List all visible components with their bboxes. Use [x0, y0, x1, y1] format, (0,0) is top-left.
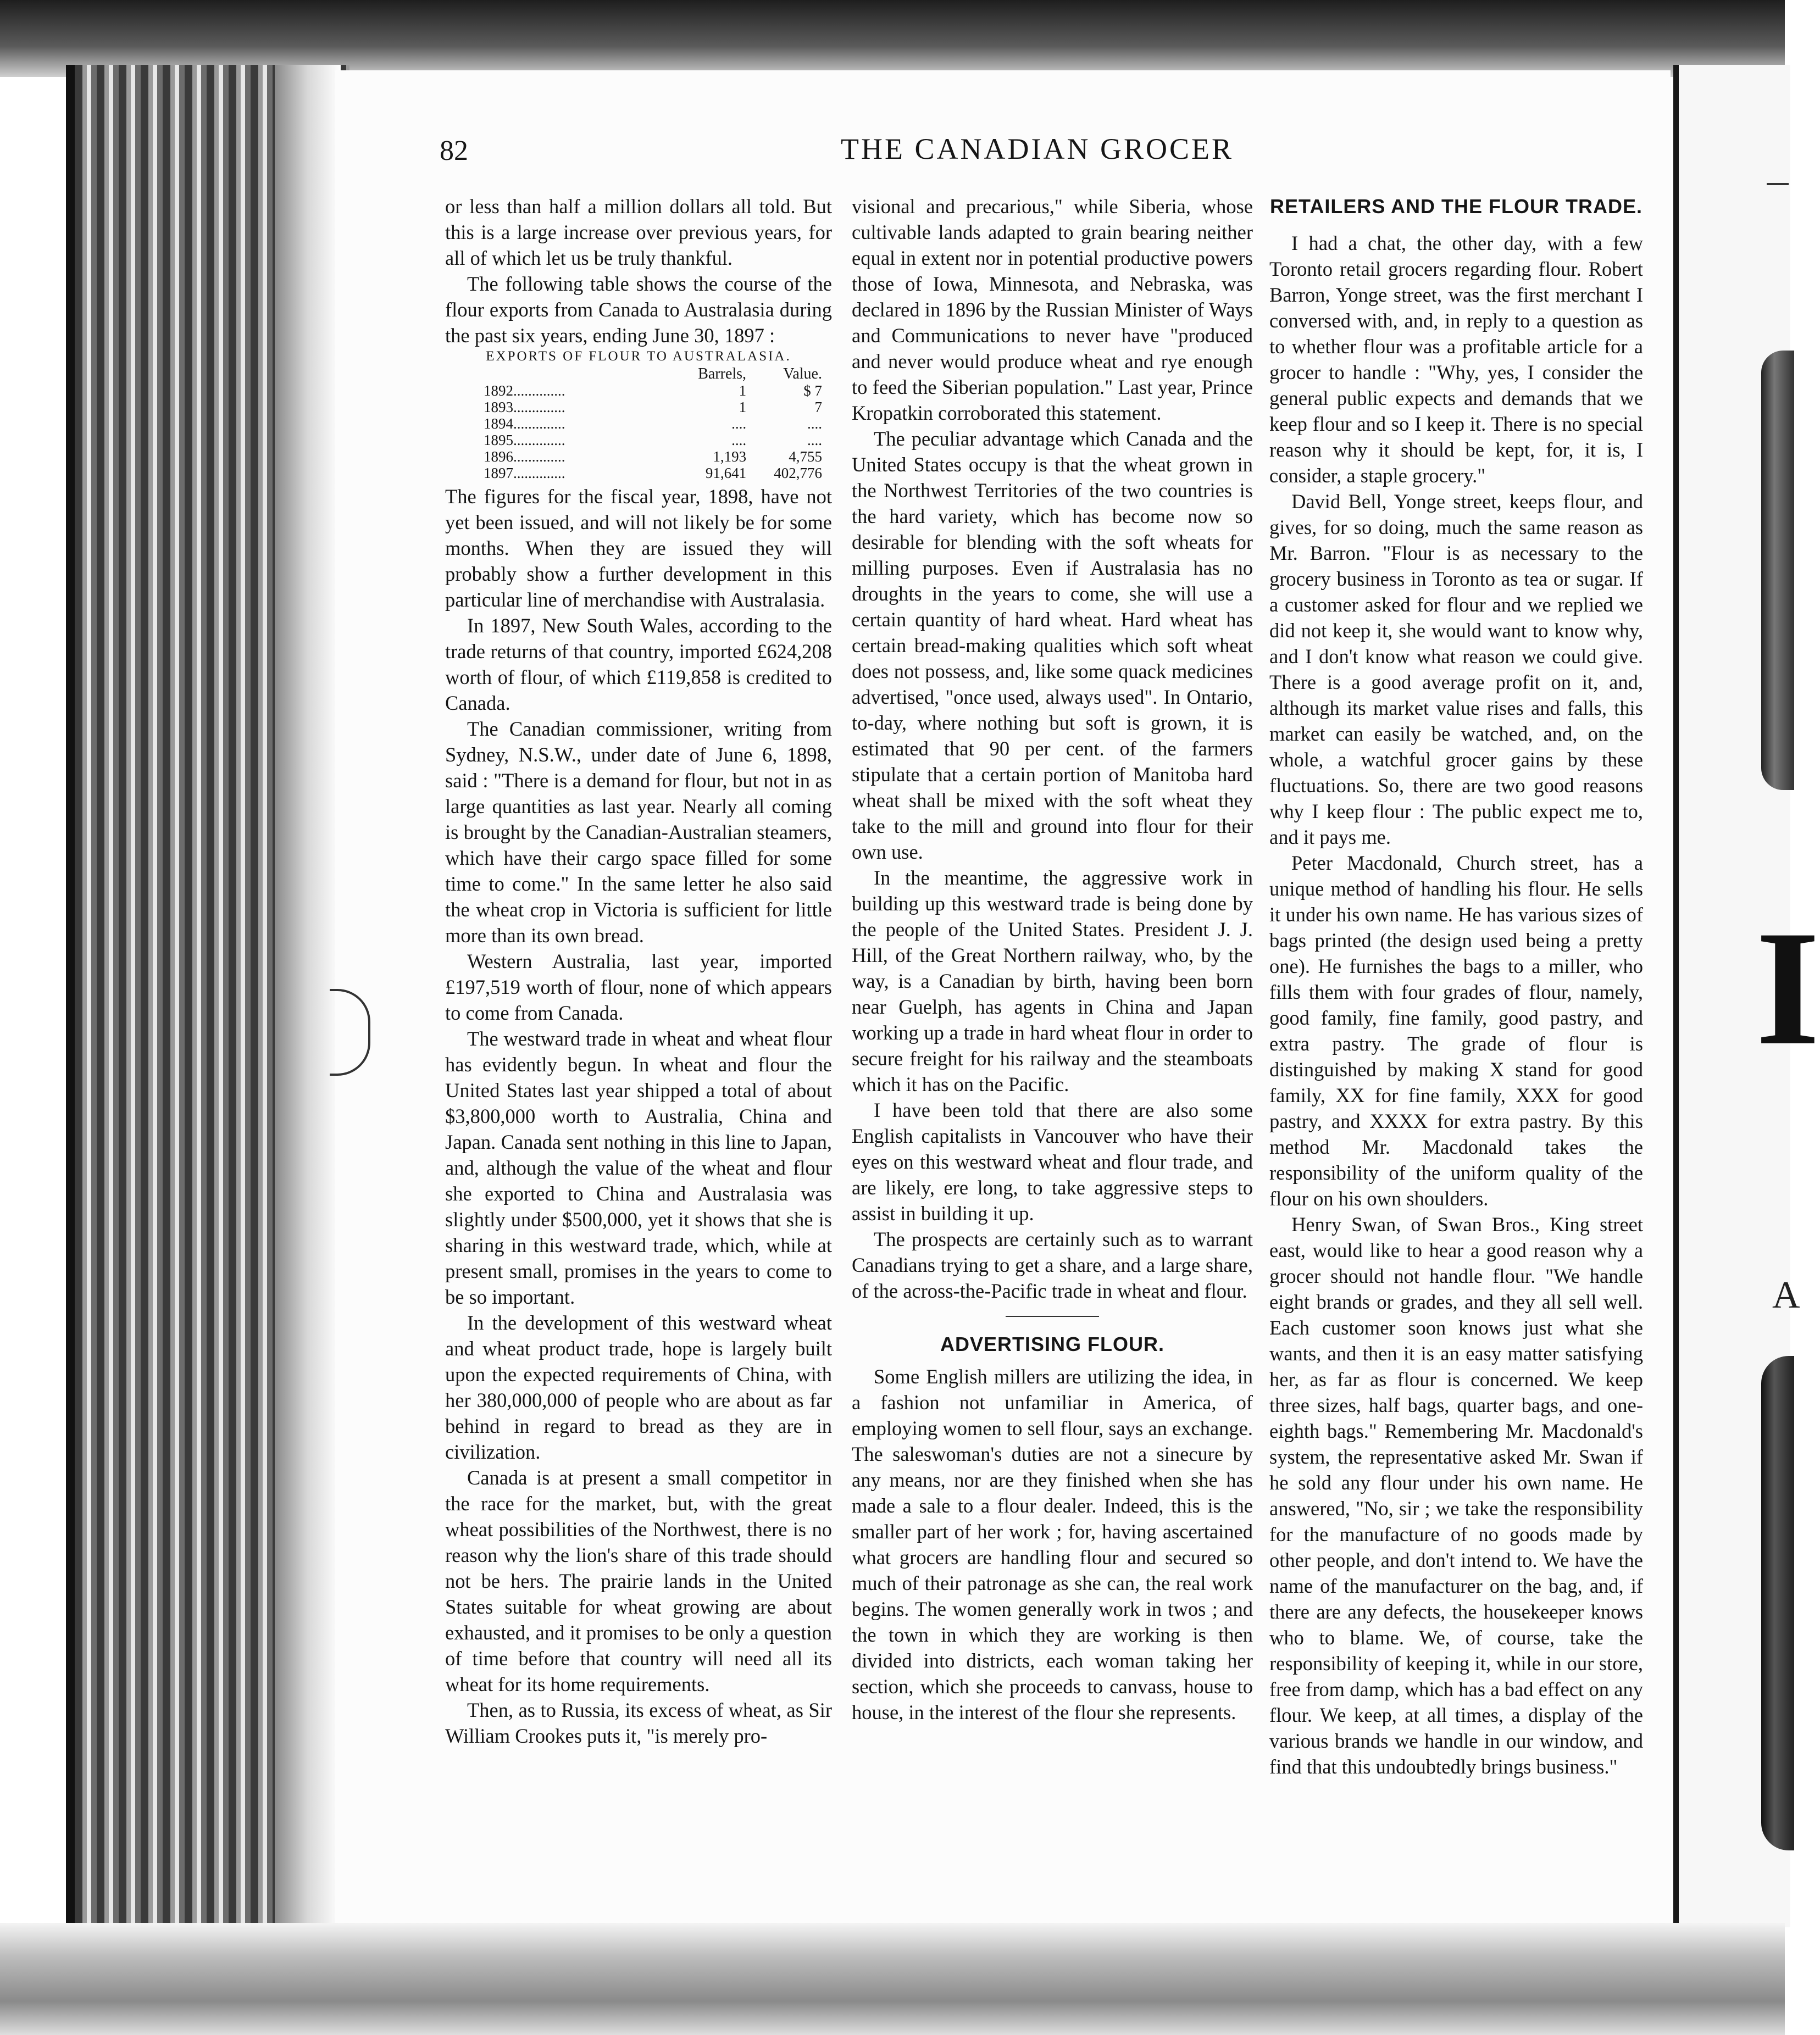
table-cell: 1,193 — [713, 448, 747, 465]
table-cell: .... — [807, 432, 822, 448]
table-row — [445, 432, 832, 448]
paragraph: In the development of this westward wheat and wheat product trade, hope is largely built upon the expected requirements of China, with her 380,000,000 of people who are about as far behind in regard to bread as they are in civilization. — [445, 1311, 832, 1463]
section-divider — [1006, 1316, 1099, 1317]
paragraph: In 1897, New South Wales, according to the trade returns of that country, imported £624,208 worth of flour, of which £119,858 is credited to Canada. — [445, 614, 832, 714]
paragraph: Canada is at present a small competitor in the race for the market, but, with the great wheat possibilities of the Northwest, there is no reason why the lion's share of this trade should not be hers. The prairie lands in the United States suitable for wheat growing are about exhausted, and it promises to be only a question of time before that country will need all its wheat for its home requirements. — [445, 1466, 832, 1695]
paragraph: David Bell, Yonge street, keeps flour, and gives, for so doing, much the same reason as Mr. Barron. "Flour is as necessary to the grocery business in Toronto as tea or sugar. If a customer asked for flour and we replied we did not keep it, she would want to know why, and I don't know what reason we could give. There is a good average profit on it, and, although its market value rises and falls, this market can easily be watched, and, on the whole, a watchful grocer gains by these fluctuations. So, there are two good reasons why I keep flour : The public expect me to, and it pays me. — [1269, 490, 1643, 848]
paragraph: The peculiar advantage which Canada and the United States occupy is that the wheat grown in the Northwest Territories of the two countries is the hard variety, which has become now so desirable for blending with the soft wheats for milling purposes. Even if Australasia has no droughts in the years to come, she will use a certain quantity of hard wheat. Hard wheat has certain bread-making qualities which soft wheat does not possess, and, like some quack medicines advertised, "once used, always used". In Ontario, to-day, where nothing but soft is grown, it is estimated that 90 per cent. of the farmers stipulate that a certain portion of Manitoba hard wheat shall be mixed with the soft wheat they take to the mill and ground into flour for their own use. — [852, 427, 1253, 863]
paragraph: visional and precarious," while Siberia, whose cultivable lands adapted to grain bearing neither equal in extent nor in potential productive powers those of Iowa, Minnesota, and Nebraska, was declared in 1896 by the Russian Minister of Ways and Communications to never have "produced and never would produce wheat and rye enough to feed the Siberian population." Last year, Prince Kropatkin corroborated this statement. — [852, 195, 1253, 424]
advert-bottle-image — [1761, 1356, 1794, 1850]
facing-page-edge — [1673, 65, 1820, 1927]
paragraph: In the meantime, the aggressive work in building up this westward trade is being done by the people of the United States. President J. J. Hill, of the Great Northern railway, who, by the way, is a Canadian by birth, having been born near Guelph, has agents in China and Japan working up a trade in hard wheat flour in order to secure freight for his railway and the steamboats which it has on the Pacific. — [852, 866, 1253, 1096]
table-cell: 91,641 — [705, 465, 747, 481]
paragraph: Then, as to Russia, its excess of wheat, as Sir William Crookes puts it, "is merely pro- — [445, 1699, 832, 1747]
table-row — [445, 465, 832, 481]
table-header: Barrels, — [698, 365, 747, 382]
paragraph: Henry Swan, of Swan Bros., King street east, would like to hear a good reason why a grocer should not handle flour. "We handle eight brands or grades, and they all sell well. Each customer soon knows just what she wants, and then it is an easy matter satisfying her, as far as flour is concerned. We keep three sizes, half bags, quarter bags, and one-eighth bags." Remembering Mr. Macdonald's system, the representative asked Mr. Swan if he sold any flour under his own name. He answered, "No, sir ; we take the responsibility for the manufacture of no goods made by other people, and don't intend to. We have the name of the manufacturer on the bag, and, if there are any defects, the housekeeper knows who to blame. We, of course, take the responsibility of keeping it, while in our store, free from damp, which has a bad effect on any flour. We keep, at all times, a display of the various brands we handle in our window, and find that this undoubtedly brings business." — [1269, 1213, 1643, 1778]
table-cell: 1894.............. — [484, 415, 565, 432]
paragraph: The figures for the fiscal year, 1898, have not yet been issued, and will not likely be for some months. When they are issued they will probably show a further development in this particular line of merchandise with Australasia. — [445, 485, 832, 611]
table-cell: .... — [731, 415, 747, 432]
paragraph: Western Australia, last year, imported £197,519 worth of flour, none of which appears to come from Canada. — [445, 950, 832, 1024]
table-row — [445, 415, 832, 432]
table-header — [445, 366, 680, 382]
table-row — [445, 448, 832, 465]
table-cell: 1892.............. — [484, 382, 565, 399]
paragraph: Some English millers are utilizing the idea, in a fashion not unfamiliar in America, of employing women to sell flour, says an exchange. The saleswoman's duties are not a sinecure by any means, nor are they finished when she has made a sale to a flour dealer. Indeed, this is the smaller part of her work ; for, having ascertained what grocers are handling flour and secured so much of their patronage as she can, the real work begins. The women generally work in twos ; and the town in which they are working is then divided into districts, each woman taking her section, which she proceeds to canvass, house to house, in the interest of the flour she represents. — [852, 1365, 1253, 1723]
table-cell: 1897.............. — [484, 465, 565, 481]
table-cell: $ 7 — [803, 382, 822, 399]
table-cell: 1895.............. — [484, 432, 565, 448]
table-cell: 1896.............. — [484, 448, 565, 465]
table-row — [445, 399, 832, 415]
advert-large-letter: I — [1756, 897, 1820, 1079]
paragraph: The Canadian commissioner, writing from Sydney, N.S.W., under date of June 6, 1898, said : "There is a demand for flour, but not in as large quantities as last year. Nearly all coming is brought by the Canadian-Australian steamers, which have their cargo space filled for some time to come." In the same letter he also said the wheat crop in Victoria is sufficient for little more than its own bread. — [445, 718, 832, 947]
page-header-title: THE CANADIAN GROCER — [841, 132, 1234, 165]
facing-page-rule — [1767, 183, 1789, 185]
table-cell: 1 — [739, 382, 747, 399]
paragraph: I had a chat, the other day, with a few Toronto retail grocers regarding flour. Robert Barron, Yonge street, was the first merchant I conversed with, and, in reply to a question as to whether flour was a profitable article for a grocer to handle : "Why, yes, I consider the general public expects and demands that we keep flour and so I keep it. There is no special reason why it should be kept, for, it is, I consider, a staple grocery." — [1269, 232, 1643, 487]
column-2 — [852, 193, 1253, 1725]
exports-table — [445, 348, 832, 481]
advert-letter-a: A — [1772, 1274, 1800, 1316]
paragraph: The following table shows the course of the flour exports from Canada to Australasia during the past six years, ending June 30, 1897 : — [445, 273, 832, 347]
column-3 — [1269, 193, 1643, 1780]
table-cell: 4,755 — [789, 448, 822, 465]
table-cell: 1 — [739, 399, 747, 415]
paragraph: I have been told that there are also some English capitalists in Vancouver who have their eyes on this westward wheat and flour trade, and are likely, ere long, to take aggressive steps to assist in building it up. — [852, 1099, 1253, 1225]
table-cell: 402,776 — [774, 465, 822, 481]
table-caption: EXPORTS OF FLOUR TO AUSTRALASIA. — [486, 349, 791, 364]
paragraph: The westward trade in wheat and wheat flour has evidently begun. In wheat and flour the United States last year shipped a total of about $3,800,000 worth to Australia, China and Japan. Canada sent nothing in this line to Japan, and, although the value of the wheat and flour she exported to China and Australasia was slightly under $500,000, yet it shows that she is sharing in this westward trade, which, while at present small, promises in the years to come to be so important. — [445, 1027, 832, 1308]
advertising-flour-heading: ADVERTISING FLOUR. — [940, 1333, 1164, 1355]
paragraph: The prospects are certainly such as to warrant Canadians trying to get a share, and a large share, of the across-the-Pacific trade in wheat and flour. — [852, 1228, 1253, 1302]
table-cell: .... — [731, 432, 747, 448]
advert-can-image — [1761, 351, 1794, 790]
retailers-heading: RETAILERS AND THE FLOUR TRADE. — [1270, 195, 1643, 218]
table-row — [445, 382, 832, 399]
scan-bottom-shadow — [0, 1923, 1785, 2035]
column-1 — [445, 193, 832, 1749]
table-cell: 1893.............. — [484, 399, 565, 415]
page-number: 82 — [440, 135, 468, 166]
table-header-row — [445, 366, 832, 382]
paragraph: or less than half a million dollars all told. But this is a large increase over previous years, for all of which let us be truly thankful. — [445, 195, 832, 269]
table-cell: .... — [807, 415, 822, 432]
table-cell: 7 — [814, 399, 822, 415]
table-header: Value. — [783, 365, 822, 382]
paragraph: Peter Macdonald, Church street, has a unique method of handling his flour. He sells it under his own name. He has various sizes of bags printed (the design used being a pretty one). He furnishes the bags to a miller, who fills them with four grades of flour, namely, good family, fine family, good pastry, and extra pastry. The grade of flour is distinguished by making X stand for good family, XX for fine family, XXX for good pastry, and XXXX for extra pastry. By this method Mr. Macdonald takes the responsibility of the uniform quality of the flour on his own shoulders. — [1269, 852, 1643, 1210]
